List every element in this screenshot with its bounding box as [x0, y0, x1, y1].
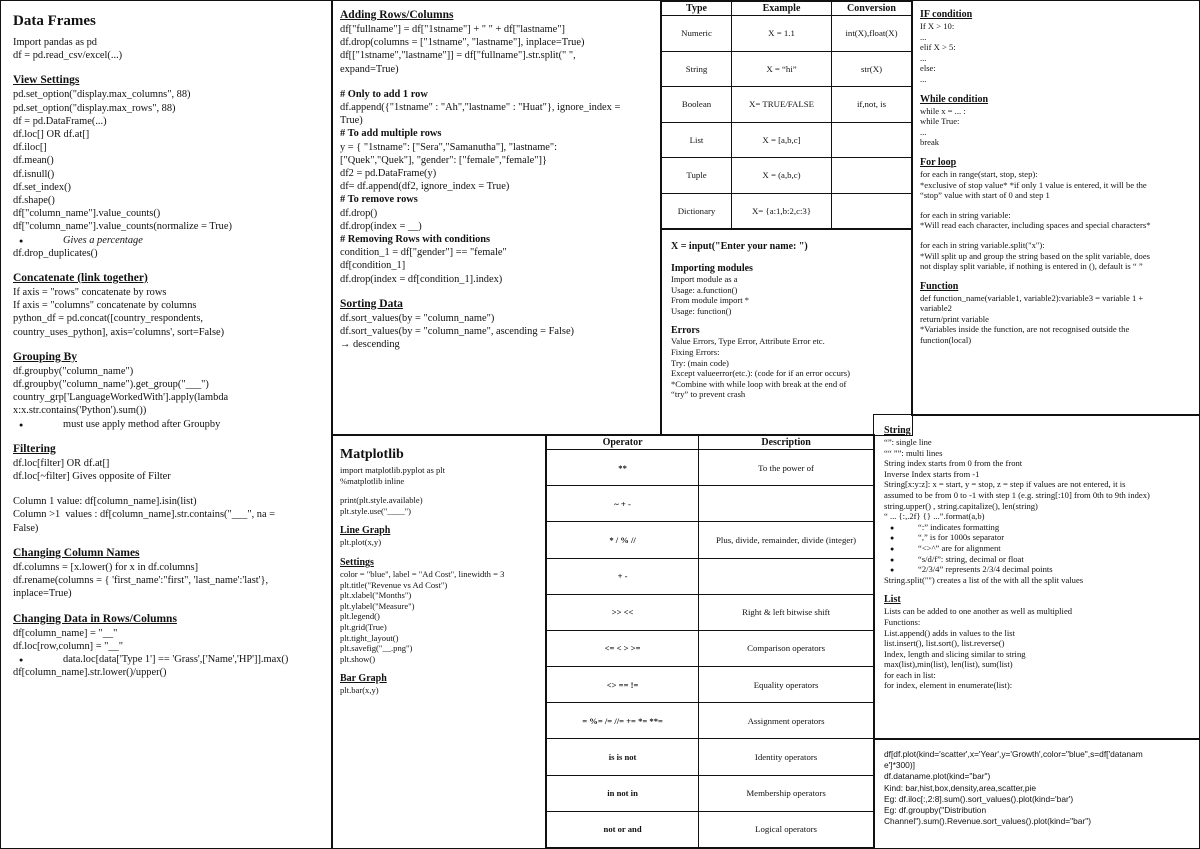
pandas-plot-panel [873, 738, 1200, 849]
code-line: df[["1stname","lastname"]] = df["fullname"].str.split(" ", [340, 50, 576, 62]
code-line: *Will split up and group the string based on the split variable, does [920, 250, 1150, 261]
table-cell: Tuple [662, 158, 732, 194]
code-line: plt.legend() [340, 611, 380, 622]
code-line: Column >1 values : df[column_name].str.contains("___", na = [13, 509, 276, 521]
code-line: df = pd.read_csv/excel(...) [13, 50, 123, 62]
code-line: for each in list: [884, 669, 936, 680]
code-line: for each in range(start, stop, step): [920, 168, 1038, 179]
code-line: df2 = pd.DataFrame(y) [340, 168, 437, 180]
code-line: Import pandas as pd [13, 37, 97, 48]
code-line: Fixing Errors: [671, 346, 720, 357]
text-block [13, 627, 320, 653]
code-line: df[df.plot(kind='scatter',x='Year',y='Growth',color="blue",s=df['datanam [884, 749, 1143, 759]
control-flow-panel [911, 0, 1200, 416]
code-line: plt.style.use("____") [340, 505, 411, 516]
table-cell: X = 1.1 [732, 16, 832, 52]
code-line: ● “2/3/4” represents 2/3/4 decimal points [884, 564, 1189, 575]
description-cell: Plus, divide, remainder, divide (integer) [699, 522, 874, 558]
code-line: df = pd.DataFrame(...) [13, 115, 107, 127]
table-cell: if,not, is [832, 87, 912, 123]
code-line: # To remove rows [340, 194, 418, 206]
code-line: df.isnull() [13, 168, 55, 180]
section-heading: While condition [920, 93, 989, 105]
code-line: df.drop(columns = ["1stname", "lastname"], inplace=True) [340, 37, 585, 49]
code-line: ““ ””: multi lines [884, 447, 943, 458]
code-line: “”: single line [884, 437, 932, 447]
code-line: country_grp['LanguageWorkedWith'].apply(lambda [13, 392, 229, 404]
table-row [547, 703, 874, 739]
code-line: ... [920, 31, 927, 42]
code-line: ● “,” is for 1000s separator [884, 532, 1189, 543]
description-cell: Right & left bitwise shift [699, 594, 874, 630]
text-block [340, 685, 538, 696]
code-line: List.append() adds in values to the list [884, 627, 1016, 638]
code-line: condition_1 = df["gender"] == "female" [340, 247, 507, 259]
table-cell: X = [a,b,c] [732, 122, 832, 158]
description-cell: Equality operators [699, 667, 874, 703]
table-row [662, 193, 912, 229]
code-line: y = { "1stname": ["Sera","Samanutha"], "lastname": [340, 141, 558, 153]
table-header: Example [732, 2, 832, 16]
section-heading: Function [920, 280, 959, 292]
modules-errors-panel [660, 228, 913, 436]
text-block [340, 495, 538, 516]
code-line: If axis = "columns" concatenate by columns [13, 300, 197, 312]
code-line: df.sort_values(by = "column_name") [340, 312, 495, 324]
description-cell [699, 558, 874, 594]
code-line: df["column_name"].value_counts(normalize = True) [13, 221, 232, 233]
code-line: ... [920, 73, 927, 84]
table-cell [832, 122, 912, 158]
text-block [340, 569, 538, 664]
text-block [920, 106, 1191, 148]
operator-cell: is is not [547, 739, 699, 775]
section-heading: Bar Graph [340, 673, 387, 685]
code-line: plt.tight_layout() [340, 632, 399, 643]
code-line: not display split variable, if nothing is entered in (), default is “ ” [920, 261, 1143, 272]
code-line: df.groupby("column_name") [13, 365, 134, 377]
code-line: df.sort_values(by = "column_name", ascending = False) [340, 326, 575, 338]
text-block [13, 286, 320, 339]
section-heading: Concatenate (link together) [13, 272, 148, 285]
code-line: list.insert(), list.sort(), list.reverse() [884, 638, 1005, 649]
description-cell: To the power of [699, 450, 874, 486]
code-line: function(local) [920, 335, 972, 346]
panel-title: Data Frames [13, 13, 96, 29]
code-line: plt.plot(x,y) [340, 537, 382, 548]
text-block [13, 88, 320, 233]
code-line: for each in string variable: [920, 209, 1011, 220]
code-line: Try: (main code) [671, 357, 729, 368]
code-line: Lists can be added to one another as well as multiplied [884, 606, 1073, 617]
code-line: Eg: df.groupby("Distribution [884, 805, 987, 816]
table-row [662, 158, 912, 194]
text-block [884, 522, 1189, 575]
code-line: df.drop(index = df[condition_1].index) [340, 273, 503, 285]
table-row [547, 594, 874, 630]
text-block [340, 537, 538, 548]
code-line: pd.set_option("display.max_rows", 88) [13, 102, 176, 114]
code-line: color = "blue", label = "Ad Cost", linewidth = 3 [340, 568, 505, 579]
code-line: df.rename(columns = { 'first_name':"first", 'last_name':'last'}, [13, 575, 269, 587]
table-cell: String [662, 51, 732, 87]
code-line: plt.show() [340, 653, 376, 664]
text-block [13, 495, 320, 535]
section-heading: Errors [671, 325, 700, 337]
code-line: plt.title("Revenue vs Ad Cost") [340, 579, 448, 590]
description-cell: Identity operators [699, 739, 874, 775]
table-header: Type [662, 2, 732, 16]
code-line: elif X > 5: [920, 42, 956, 53]
input-line: X = input("Enter your name: ") [671, 241, 808, 252]
text-block [920, 293, 1191, 346]
table-row [547, 522, 874, 558]
code-line: plt.grid(True) [340, 621, 387, 632]
code-line: *exclusive of stop value* *if only 1 value is entered, it will be the [920, 179, 1147, 190]
code-line: df["fullname"] = df["1stname"] + " " + df["lastname"] [340, 24, 565, 35]
text-block [884, 749, 1189, 827]
text-block [340, 465, 538, 486]
code-line: plt.bar(x,y) [340, 685, 379, 696]
section-heading: Importing modules [671, 263, 753, 274]
dataframes-panel [0, 0, 333, 849]
text-block [340, 88, 653, 286]
code-line: Channel").sum().Revenue.sort_values().plot(kind="bar") [884, 816, 1091, 827]
code-line: max(list),min(list), len(list), sum(list) [884, 659, 1013, 670]
section-heading: Line Graph [340, 525, 391, 537]
table-row [662, 87, 912, 123]
table-row [547, 450, 874, 486]
table-row [547, 811, 874, 847]
section-heading: Sorting Data [340, 297, 403, 310]
operator-cell: in not in [547, 775, 699, 811]
text-block [13, 365, 320, 418]
code-line: df.shape() [13, 195, 55, 207]
code-line: df.drop_duplicates() [13, 247, 98, 259]
operator-cell: ~ + - [547, 486, 699, 522]
types-table-panel [660, 0, 913, 230]
text-block [340, 312, 653, 352]
code-line: return/print variable [920, 313, 989, 324]
description-cell: Membership operators [699, 775, 874, 811]
code-line: Index, length and slicing similar to string [884, 648, 1026, 659]
text-block [340, 23, 653, 76]
description-cell [699, 486, 874, 522]
code-line: “try” to prevent crash [671, 389, 746, 400]
text-block [920, 169, 1191, 201]
section-heading: Filtering [13, 442, 56, 455]
panel-title: Matplotlib [340, 447, 404, 462]
code-line: break [920, 137, 940, 148]
code-line: Functions: [884, 616, 921, 627]
table-row [547, 558, 874, 594]
section-heading: String [884, 425, 911, 436]
table-cell [832, 193, 912, 229]
code-line: inplace=True) [13, 588, 72, 600]
code-line: df[column_name] = "__" [13, 627, 118, 639]
text-block [13, 561, 320, 601]
code-line: plt.xlabel("Months") [340, 590, 412, 601]
bullet-note: ● must use apply method after Groupby [13, 418, 320, 431]
text-block [671, 336, 902, 400]
description-cell: Logical operators [699, 811, 874, 847]
code-line: ... [920, 52, 927, 63]
code-line: for each in string variable.split("x"): [920, 239, 1045, 250]
bullet-note: ● Gives a percentage [13, 234, 320, 247]
text-block [920, 210, 1191, 231]
table-cell: Dictionary [662, 193, 732, 229]
code-line: while x = ... : [920, 105, 966, 116]
code-line: df.loc[row,column] = "__" [13, 640, 124, 652]
operators-table [546, 435, 874, 848]
code-line: Inverse Index starts from -1 [884, 468, 980, 479]
code-line: df.loc[] OR df.at[] [13, 129, 90, 141]
table-row [547, 630, 874, 666]
code-line: ● “s/d/f”: string, decimal or float [884, 554, 1189, 565]
operator-cell: >> << [547, 594, 699, 630]
code-line: Column 1 value: df[column_name].isin(list) [13, 496, 197, 508]
table-cell: List [662, 122, 732, 158]
table-cell: X= TRUE/FALSE [732, 87, 832, 123]
code-line: plt.ylabel("Measure") [340, 600, 415, 611]
code-line: Kind: bar,hist,box,density,area,scatter,pie [884, 782, 1037, 793]
code-line: def function_name(variable1, variable2):variable3 = variable 1 + [920, 292, 1144, 303]
string-list-panel [873, 414, 1200, 740]
code-line: df.append({"1stname" : "Ah","lastname" : "Huat"}, ignore_index = [340, 102, 621, 114]
code-line: while True: [920, 116, 960, 127]
table-cell: X = “hi” [732, 51, 832, 87]
table-cell: X= {a:1,b:2,c:3} [732, 193, 832, 229]
rows-columns-panel [331, 0, 662, 436]
operator-cell: ** [547, 450, 699, 486]
code-line: df.mean() [13, 155, 54, 167]
code-line: *Variables inside the function, are not recognised outside the [920, 324, 1130, 335]
code-line: for index, element in enumerate(list): [884, 680, 1013, 691]
code-line: df.drop(index = __) [340, 220, 422, 232]
section-heading: For loop [920, 156, 957, 168]
code-line: df.iloc[] [13, 142, 47, 154]
code-line: df[column_name].str.lower()/upper() [13, 667, 167, 679]
code-line: assumed to be from 0 to -1 with step 1 (e.g. string[:10] from 0th to 9th index) [884, 489, 1150, 500]
code-line: Except valueerror(etc.): (code for if an error occurs) [671, 368, 850, 379]
code-line: ● “<>^” are for alignment [884, 543, 1189, 554]
table-cell: X = (a,b,c) [732, 158, 832, 194]
table-row [662, 122, 912, 158]
table-row [547, 739, 874, 775]
code-line: df.drop() [340, 207, 378, 219]
operator-cell: * / % // [547, 522, 699, 558]
code-line: If X > 10: [920, 21, 955, 31]
table-cell: str(X) [832, 51, 912, 87]
code-line: plt.savefig("__.png") [340, 643, 413, 654]
code-line: Import module as a [671, 274, 738, 284]
code-line: “stop” value with start of 0 and step 1 [920, 190, 1050, 201]
code-line: “ ... {:,.2f} {} ...”.format(a,b) [884, 511, 985, 522]
section-heading: List [884, 594, 901, 606]
code-line: False) [13, 522, 39, 534]
operator-cell: + - [547, 558, 699, 594]
code-line: String[x:y:z]: x = start, y = stop, z = step if values are not entered, it is [884, 479, 1126, 490]
code-line: True) [340, 115, 363, 127]
code-line: df.loc[~filter] Gives opposite of Filter [13, 471, 171, 483]
code-line: Eg: df.iloc[:,2:8].sum().sort_values().plot(kind='bar') [884, 793, 1074, 804]
code-line: String index starts from 0 from the front [884, 458, 1023, 469]
table-row [547, 667, 874, 703]
table-row [547, 775, 874, 811]
table-cell: Boolean [662, 87, 732, 123]
types-table [661, 1, 912, 229]
text-block [920, 240, 1191, 272]
code-line: df.set_index() [13, 181, 71, 193]
code-line: *Will read each character, including spaces and special characters* [920, 220, 1151, 231]
description-cell: Assignment operators [699, 703, 874, 739]
table-cell: Numeric [662, 16, 732, 52]
code-line: From module import * [671, 295, 750, 306]
code-line: If axis = "rows" concatenate by rows [13, 287, 167, 299]
bullet-note: ● data.loc[data['Type 1'] == 'Grass',['Name','HP']].max() [13, 653, 320, 666]
code-line: python_df = pd.concat([country_respondents, [13, 313, 203, 325]
table-cell: int(X),float(X) [832, 16, 912, 52]
code-line: expand=True) [340, 63, 399, 75]
table-row [662, 51, 912, 87]
code-line: → descending [340, 339, 400, 351]
code-line: else: [920, 63, 936, 74]
operator-cell: <= < > >= [547, 630, 699, 666]
section-heading: Changing Data in Rows/Columns [13, 612, 177, 625]
description-cell: Comparison operators [699, 630, 874, 666]
table-row [662, 16, 912, 52]
code-line: country_uses_python], axis='columns', sort=False) [13, 326, 225, 338]
code-line: ["Quek","Quek"], "gender": ["female","female"]} [340, 154, 547, 166]
code-line: df.dataname.plot(kind="bar") [884, 771, 991, 782]
code-line: df["column_name"].value_counts() [13, 208, 161, 220]
code-line: df.loc[filter] OR df.at[] [13, 457, 110, 469]
table-cell [832, 158, 912, 194]
section-heading: Adding Rows/Columns [340, 9, 454, 21]
text-block [884, 437, 1189, 522]
code-line: String.split("") creates a list of the with all the split values [884, 574, 1084, 585]
code-line: df.groupby("column_name").get_group("___") [13, 379, 209, 391]
code-line: df.columns = [x.lower() for x in df.columns] [13, 561, 199, 573]
code-line: df= df.append(df2, ignore_index = True) [340, 181, 510, 193]
code-line: %matplotlib inline [340, 475, 405, 486]
code-line: ● “:” indicates formatting [884, 522, 1189, 533]
section-heading: Changing Column Names [13, 546, 140, 559]
matplotlib-panel [331, 434, 547, 849]
code-line: variable2 [920, 303, 952, 314]
code-line: import matplotlib.pyplot as plt [340, 465, 446, 475]
section-heading: Settings [340, 556, 374, 568]
section-heading: View Settings [13, 74, 80, 87]
section-heading: IF condition [920, 9, 973, 20]
code-line: Usage: a.function() [671, 284, 738, 295]
operators-table-panel [545, 434, 875, 849]
code-line: ... [920, 126, 927, 137]
section-heading: Grouping By [13, 350, 78, 363]
code-line: # Only to add 1 row [340, 88, 428, 100]
operator-cell: not or and [547, 811, 699, 847]
table-header: Conversion [832, 2, 912, 16]
text-block [13, 457, 320, 483]
text-block [884, 606, 1189, 691]
text-block [13, 36, 320, 62]
code-line: pd.set_option("display.max_columns", 88) [13, 89, 191, 101]
code-line: Value Errors, Type Error, Attribute Error etc. [671, 336, 825, 347]
code-line: df[condition_1] [340, 260, 406, 272]
code-line: Usage: function() [671, 305, 732, 316]
code-line: # Removing Rows with conditions [340, 234, 491, 246]
code-line: e']*300)] [884, 760, 915, 771]
code-line: string.upper() , string.capitalize(), len(string) [884, 500, 1038, 511]
code-line: print(plt.style.available) [340, 495, 423, 506]
text-block [920, 21, 1191, 85]
code-line: # To add multiple rows [340, 128, 442, 140]
text-block [671, 274, 902, 316]
table-header: Description [699, 436, 874, 450]
table-header: Operator [547, 436, 699, 450]
code-line: x:x.str.contains('Python').sum()) [13, 405, 147, 417]
table-row [547, 486, 874, 522]
operator-cell: <> == != [547, 667, 699, 703]
code-line: *Combine with while loop with break at the end of [671, 378, 847, 389]
operator-cell: = %= /= //= += *= **= [547, 703, 699, 739]
